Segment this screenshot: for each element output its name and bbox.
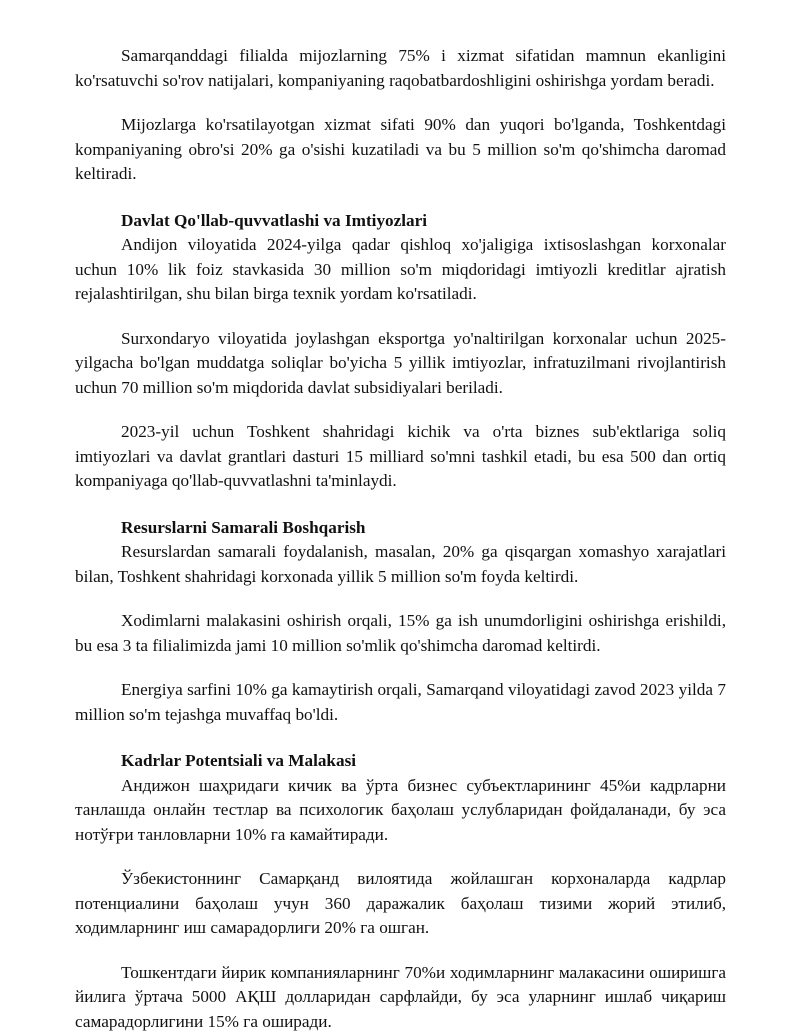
paragraph-samarkand-evaluation: Ўзбекистоннинг Самарқанд вилоятида жойлашган корхоналарда кадрлар потенциалини баҳолаш учун 360 даражалик баҳолаш тизими жорий этилиб, ходимларнинг иш самарадорлиги 20% га ошган. <box>75 869 726 937</box>
paragraph-tashkent-grants: 2023-yil uchun Toshkent shahridagi kichik va o'rta biznes sub'ektlariga soliq imtiyozlari va davlat grantlari dasturi 15 milliard so'mni tashkil etadi, bu esa 500 dan ortiq kompaniyaga qo'llab-quvvatlashni ta'minlaydi. <box>75 422 726 490</box>
paragraph-raw-materials: Resurslardan samarali foydalanish, masalan, 20% ga qisqargan xomashyo xarajatlari bilan, Toshkent shahridagi korxonada yillik 5 million so'm foyda keltirdi. <box>75 542 726 586</box>
paragraph-andijan-hiring: Андижон шаҳридаги кичик ва ўрта бизнес субъектларининг 45%и кадрларни танлашда онлайн тестлар ва психологик баҳолаш услубларидан фойдаланади, бу эса нотўғри танловларни 10% га камайтиради. <box>75 775 726 844</box>
paragraph-tashkent-training-spend: Тошкентдаги йирик компанияларнинг 70%и ходимларнинг малакасини оширишга йилига ўртача 5000 АҚШ долларидан сарфлайди, бу эса уларнинг ишлаб чиқариш самарадорлигини 15% га оширади. <box>75 962 726 1031</box>
paragraph-customer-satisfaction: Samarqanddagi filialda mijozlarning 75% i xizmat sifatidan mamnun ekanligini ko'rsatuvchi so'rov natijalari, kompaniyaning raqobatbardoshligini oshirishga yordam beradi. <box>75 46 726 90</box>
paragraph-energy-savings: Energiya sarfini 10% ga kamaytirish orqali, Samarqand viloyatidagi zavod 2023 yilda 7 million so'm tejashga muvaffaq bo'ldi. <box>75 680 726 724</box>
paragraph-surkhandarya-exports: Surxondaryo viloyatida joylashgan eksportga yo'naltirilgan korxonalar uchun 2025-yilgacha bo'lgan muddatga soliqlar bo'yicha 5 yillik imtiyozlar, infratuzilmani rivojlantirish uchun 70 million so'm miqdorida davlat subsidiyalari beriladi. <box>75 328 726 397</box>
section-heading-resource-management: Resurslarni Samarali Boshqarish <box>121 517 366 537</box>
section-heading-personnel-potential: Kadrlar Potentsiali va Malakasi <box>121 751 357 770</box>
paragraph-staff-training: Xodimlarni malakasini oshirish orqali, 15% ga ish unumdorligini oshirishga erishildi, bu esa 3 ta filialimizda jami 10 million so'mlik qo'shimcha daromad keltirdi. <box>75 611 726 655</box>
paragraph-service-quality: Mijozlarga ko'rsatilayotgan xizmat sifati 90% dan yuqori bo'lganda, Toshkentdagi kompaniyaning obro'si 20% ga o'sishi kuzatiladi va bu 5 million so'm qo'shimcha daromad keltiradi. <box>75 115 726 183</box>
paragraph-andijan-credits: Andijon viloyatida 2024-yilga qadar qishloq xo'jaligiga ixtisoslashgan korxonalar uchun 10% lik foiz stavkasida 30 million so'm miqdoridagi imtiyozli kreditlar ajratish rejalashtirilgan, shu bilan birga texnik yordam ko'rsatiladi. <box>75 235 726 303</box>
section-heading-state-support: Davlat Qo'llab-quvvatlashi va Imtiyozlari <box>121 210 428 230</box>
